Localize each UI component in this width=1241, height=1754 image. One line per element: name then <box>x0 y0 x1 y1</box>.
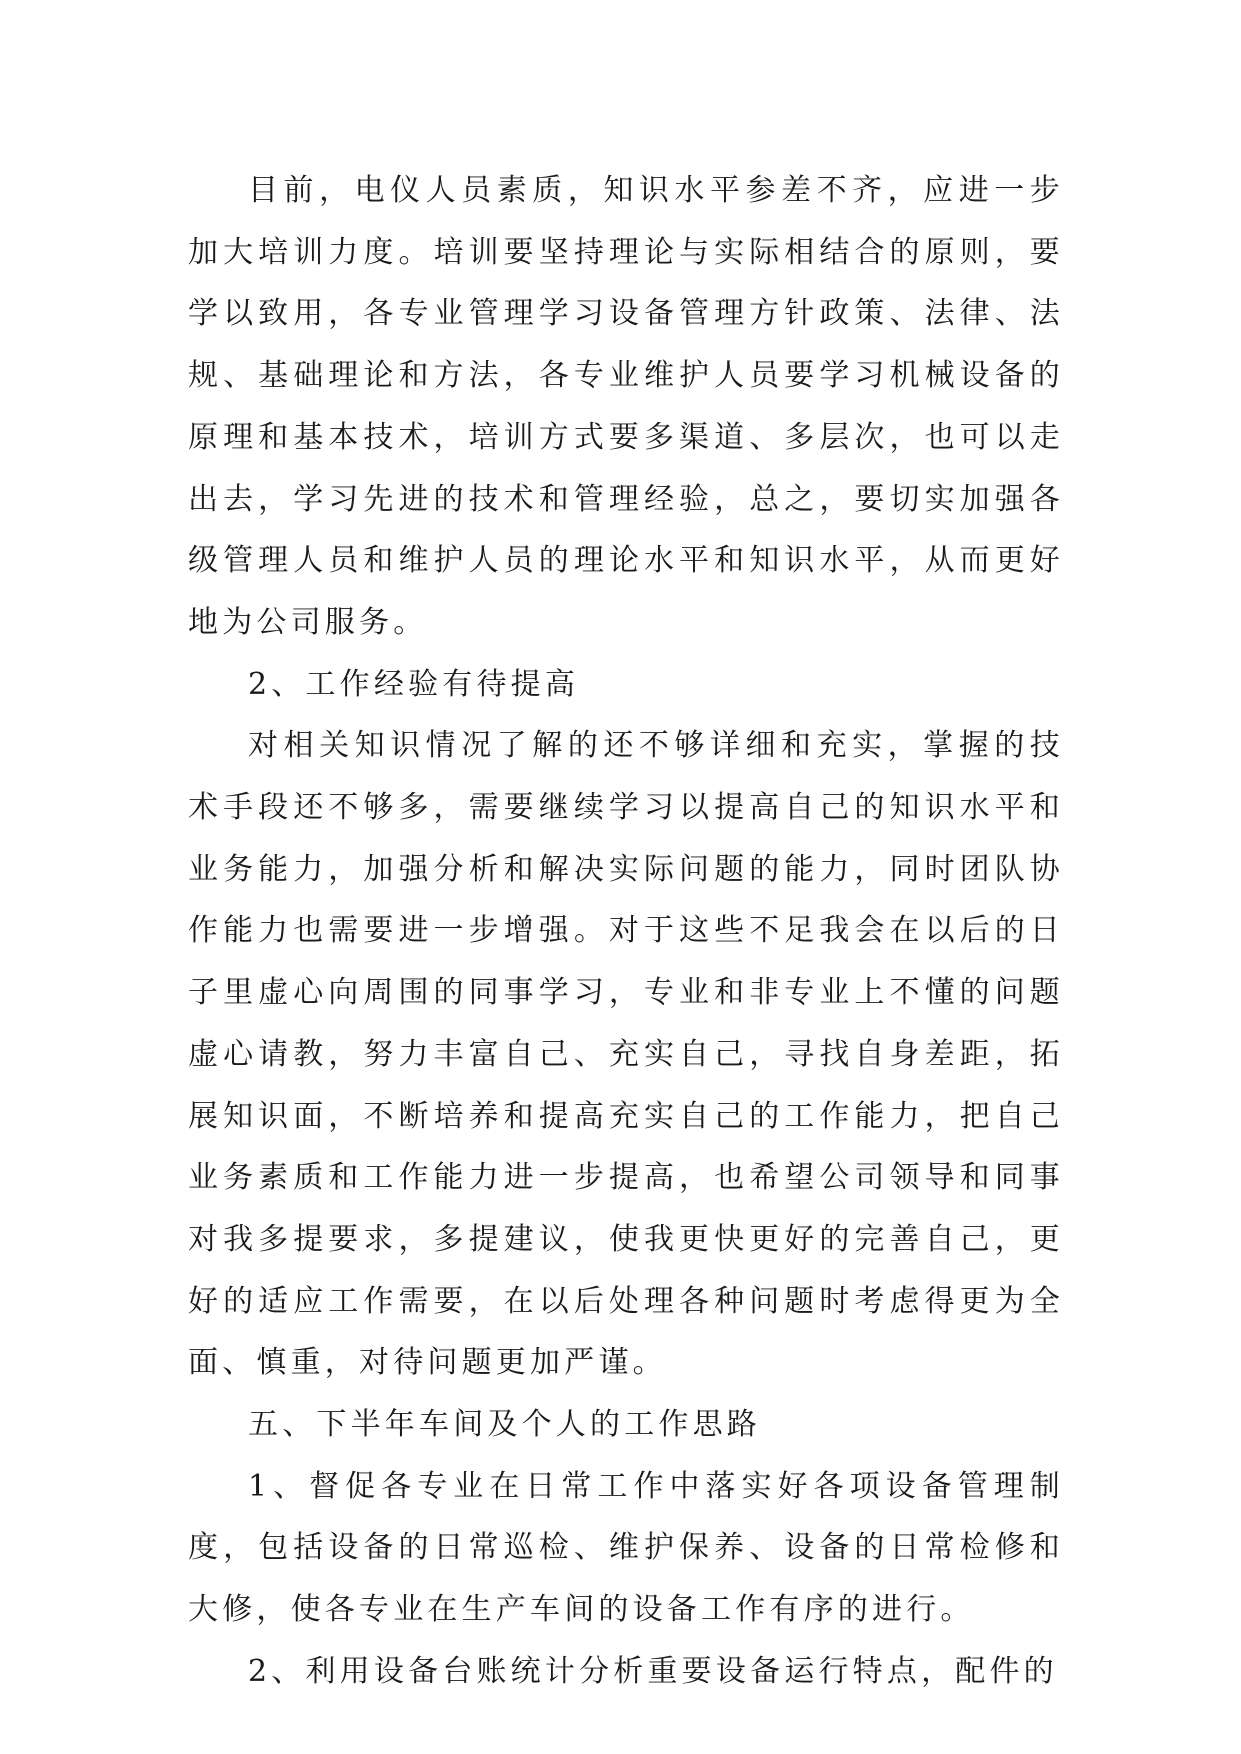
heading-work-experience: 2、工作经验有待提高 <box>248 666 580 702</box>
paragraph-training: 目前，电仪人员素质，知识水平参差不齐，应进一步加大培训力度。培训要坚持理论与实际相结合的原则，要学以致用，各专业管理学习设备管理方针政策、法律、法规、基础理论和方法，各专业维护人员要学习机械设备的原理和基本技术，培训方式要多渠道、多层次，也可以走出去，学习先进的技术和管理经验，总之，要切实加强各级管理人员和维护人员的理论水平和知识水平，从而更好地为公司服务。 <box>188 173 1064 640</box>
document-body <box>188 160 1064 1703</box>
paragraph-plan-item-1: 1、督促各专业在日常工作中落实好各项设备管理制度，包括设备的日常巡检、维护保养、设备的日常检修和大修，使各专业在生产车间的设备工作有序的进行。 <box>188 1468 1064 1628</box>
heading-second-half-plan: 五、下半年车间及个人的工作思路 <box>248 1407 761 1443</box>
paragraph-plan-item-2: 2、利用设备台账统计分析重要设备运行特点，配件的 <box>248 1653 1058 1689</box>
paragraph-experience: 对相关知识情况了解的还不够详细和充实，掌握的技术手段还不够多，需要继续学习以提高自己的知识水平和业务能力，加强分析和解决实际问题的能力，同时团队协作能力也需要进一步增强。对于这些不足我会在以后的日子里虚心向周围的同事学习，专业和非专业上不懂的问题虚心请教，努力丰富自己、充实自己，寻找自身差距，拓展知识面，不断培养和提高充实自己的工作能力，把自己业务素质和工作能力进一步提高，也希望公司领导和同事对我多提要求，多提建议，使我更快更好的完善自己，更好的适应工作需要，在以后处理各种问题时考虑得更为全面、慎重，对待问题更加严谨。 <box>188 728 1064 1381</box>
